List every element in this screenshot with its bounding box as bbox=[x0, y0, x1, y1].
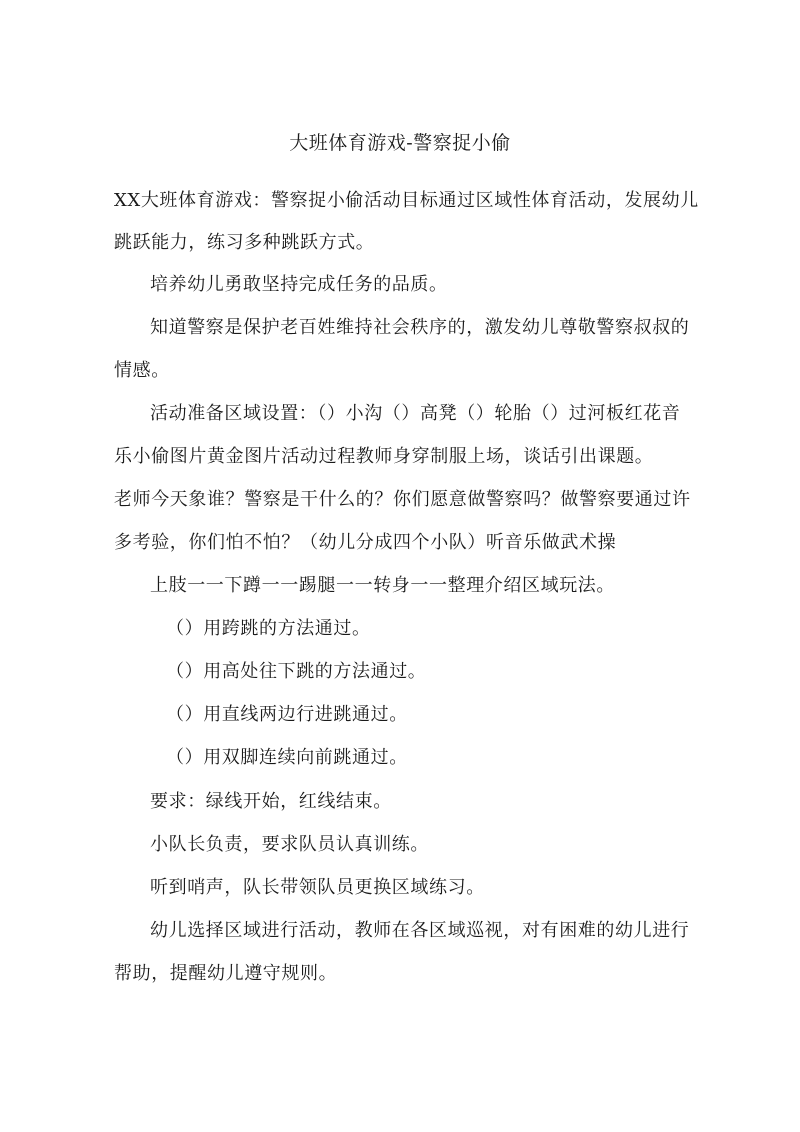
list-item: （）用跨跳的方法通过。 bbox=[166, 618, 371, 639]
list-item: （）用高处往下跳的方法通过。 bbox=[166, 661, 427, 682]
paragraph-line: 跳跃能力，练习多种跳跃方式。 bbox=[114, 232, 375, 253]
paragraph-line: 帮助，提醒幼儿遵守规则。 bbox=[114, 963, 338, 984]
paragraph-line: 老师今天象谁？警察是干什么的？你们愿意做警察吗？做警察要通过许 bbox=[114, 489, 691, 510]
paragraph-line: XX大班体育游戏：警察捉小偷活动目标通过区域性体育活动，发展幼儿 bbox=[114, 190, 699, 211]
paragraph-line: 上肢一一下蹲一一踢腿一一转身一一整理介绍区域玩法。 bbox=[150, 575, 615, 596]
paragraph-line: 活动准备区域设置：（）小沟（）高凳（）轮胎（）过河板红花音 bbox=[150, 403, 681, 424]
paragraph-line: 小队长负责，要求队员认真训练。 bbox=[150, 834, 429, 855]
list-item: （）用双脚连续向前跳通过。 bbox=[166, 747, 408, 768]
paragraph-line: 幼儿选择区域进行活动，教师在各区域巡视，对有困难的幼儿进行 bbox=[150, 920, 690, 941]
document-title: 大班体育游戏-警察捉小偷 bbox=[289, 132, 511, 154]
paragraph-line: 知道警察是保护老百姓维持社会秩序的，激发幼儿尊敬警察叔叔的 bbox=[150, 317, 690, 338]
paragraph-line: 多考验，你们怕不怕？（幼儿分成四个小队）听音乐做武术操 bbox=[114, 532, 617, 553]
paragraph-line: 培养幼儿勇敢坚持完成任务的品质。 bbox=[150, 274, 448, 295]
list-item: （）用直线两边行进跳通过。 bbox=[166, 704, 408, 725]
paragraph-line: 乐小偷图片黄金图片活动过程教师身穿制服上场，谈话引出课题。 bbox=[114, 446, 654, 467]
paragraph-line: 听到哨声，队长带领队员更换区域练习。 bbox=[150, 877, 485, 898]
paragraph-line: 要求：绿线开始，红线结束。 bbox=[150, 791, 392, 812]
paragraph-line: 情感。 bbox=[114, 360, 170, 381]
